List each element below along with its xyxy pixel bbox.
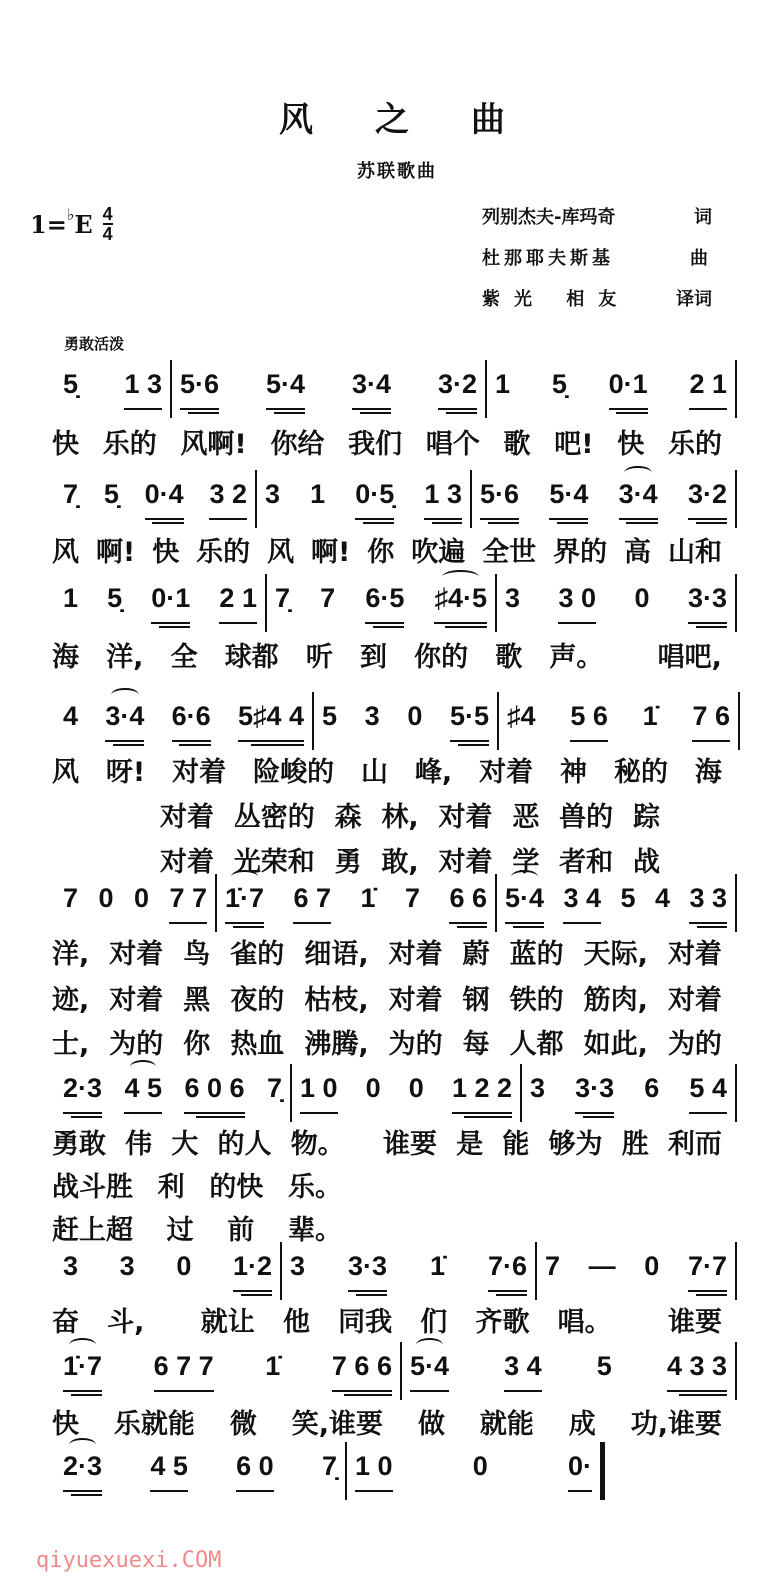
barline — [735, 360, 737, 418]
barline — [735, 574, 737, 632]
key-signature — [30, 205, 113, 243]
note-group: 7 — [404, 883, 420, 913]
lyric-word: 士, — [52, 1029, 90, 1060]
note-group: 3 — [265, 479, 281, 509]
measure — [55, 582, 265, 638]
credit-name: 杜那耶夫斯基 — [482, 248, 614, 269]
lyric-word: 听 — [305, 642, 333, 673]
lyric-word: 利 — [157, 1172, 185, 1203]
notation-system — [55, 582, 735, 642]
lyric-word: 能 — [502, 1129, 530, 1160]
lyric-word: 就能 — [479, 1409, 534, 1440]
lyric-word: 啊! — [95, 537, 136, 568]
lyric-word: 勇 — [334, 847, 362, 878]
tempo-marking: 勇敢活泼 — [64, 335, 125, 353]
note-group: 7 — [320, 583, 336, 613]
lyric-word: 为的 — [388, 1029, 443, 1060]
lyric-word: 每 — [462, 1029, 490, 1060]
note-group: 0 — [408, 1073, 424, 1103]
measure — [522, 1072, 735, 1128]
credit-composer — [482, 244, 712, 270]
lyric-word: 伟 — [125, 1129, 153, 1160]
note-group: 0 — [98, 883, 114, 913]
note-group: 5·4 — [266, 368, 305, 410]
note-group: 7 6 — [692, 700, 730, 742]
lyric-word: 对着 — [172, 757, 227, 788]
lyric-word: 到 — [359, 642, 387, 673]
note-group: 1·2 — [233, 1250, 272, 1292]
lyric-word: 啊! — [311, 537, 351, 568]
lyric-word: 光荣和 — [233, 847, 315, 878]
lyric-word: 歌 — [503, 429, 531, 460]
lyric-word: 对着 — [438, 802, 493, 833]
time-bottom: 4 — [102, 224, 113, 244]
note-group: 1 3 — [124, 368, 162, 410]
lyric-word: 辈。 — [287, 1215, 342, 1246]
lyric-word: 人都 — [509, 1029, 564, 1060]
lyric-word: 够为 — [548, 1129, 603, 1160]
lyric-word: 唱吧, — [657, 642, 722, 673]
note-group: 5·6 — [180, 368, 219, 410]
note-group: 3 4 — [504, 1350, 542, 1392]
measure — [292, 1072, 520, 1128]
lyric-word: 风 — [52, 537, 79, 568]
lyric-word: 乐的 — [196, 537, 251, 568]
lyric-word: 沸腾, — [304, 1029, 369, 1060]
note-group: ♯4·5 — [434, 582, 487, 624]
note-group: 4 — [63, 701, 79, 731]
note-group: 5·4 — [410, 1350, 449, 1392]
note-group: — — [588, 1251, 616, 1281]
note-group: 0 — [644, 1251, 660, 1281]
note-group: 5·4 — [505, 882, 544, 924]
note-group: 4 5 — [124, 1072, 162, 1114]
note-group: 3 — [530, 1073, 546, 1103]
lyric-word: 雀的 — [230, 939, 285, 970]
measure — [55, 1450, 345, 1506]
lyric-word: 对着 — [109, 939, 164, 970]
note-group: 1 0 — [300, 1072, 338, 1114]
lyric-word: 黑 — [183, 985, 211, 1016]
note-group: 1̇·7 — [63, 1350, 102, 1392]
lyric-word: 如此, — [583, 1029, 648, 1060]
note-group: 6 0 — [236, 1450, 274, 1492]
note-group: 3 4 — [563, 882, 601, 924]
note-group: 5̣ — [103, 479, 119, 509]
lyric-word: 鸟 — [183, 939, 211, 970]
note-group: 3·4 — [352, 368, 391, 410]
lyric-word: 险峻的 — [253, 757, 335, 788]
note-group: 3·3 — [575, 1072, 614, 1114]
note-group: 0 — [133, 883, 149, 913]
lyric-word: 胜 — [621, 1129, 649, 1160]
lyric-word: 吧! — [554, 429, 594, 460]
lyric-word: 兽的 — [559, 802, 614, 833]
flat-icon: ♭ — [66, 204, 75, 224]
lyric-word: 为的 — [109, 1029, 164, 1060]
credit-role: 曲 — [690, 248, 712, 269]
lyric-line — [52, 1122, 722, 1161]
note-group: 5·4 — [549, 478, 588, 520]
note-group: 0·1 — [151, 582, 190, 624]
lyric-word: 海 — [694, 757, 722, 788]
measure — [55, 1072, 290, 1128]
lyric-word: 秘的 — [613, 757, 668, 788]
lyric-word: 踪 — [632, 802, 660, 833]
lyric-word: 风 — [52, 757, 79, 788]
note-group: 6 7 — [293, 882, 331, 924]
lyric-word: 蓝的 — [509, 939, 564, 970]
note-group: 4 3 3 — [667, 1350, 727, 1392]
watermark: qiyuexuexi.COM — [36, 1548, 222, 1573]
lyric-line — [52, 1022, 722, 1061]
note-group: 3·4 — [619, 478, 658, 520]
note-group: 7 — [63, 883, 79, 913]
note-group: 7 7 — [169, 882, 207, 924]
lyric-word: 成 — [568, 1409, 596, 1440]
note-group: 6 6 — [449, 882, 487, 924]
measure — [55, 1250, 280, 1306]
note-group: 1̇·7 — [225, 882, 264, 924]
lyric-line — [52, 750, 722, 789]
barline — [735, 874, 737, 932]
note-group: 5 — [596, 1351, 612, 1381]
measure — [347, 1450, 600, 1506]
note-group: 4 — [654, 883, 670, 913]
measure — [497, 882, 735, 938]
time-signature — [103, 205, 113, 243]
note-group: 6·6 — [172, 700, 211, 742]
lyric-word: 洋, — [52, 939, 90, 970]
lyric-word: 声。 — [549, 642, 604, 673]
note-group: 3 3 — [689, 882, 727, 924]
measure — [55, 882, 215, 938]
lyric-word: 铁的 — [509, 985, 564, 1016]
lyric-word: 球都 — [224, 642, 279, 673]
notation-system — [55, 368, 735, 428]
note-group: 3·2 — [438, 368, 477, 410]
lyric-word: 山 — [361, 757, 389, 788]
note-group: 3·3 — [348, 1250, 387, 1292]
measure — [55, 368, 170, 424]
lyric-word: 勇敢 — [52, 1129, 106, 1160]
lyric-word: 是 — [456, 1129, 484, 1160]
lyric-word: 细语, — [304, 939, 369, 970]
lyric-word: 唱个 — [425, 429, 480, 460]
note-group: 1̇ — [265, 1351, 281, 1381]
lyric-word: 乐的 — [667, 429, 722, 460]
note-group: 1 — [495, 369, 511, 399]
lyric-word: 界的 — [553, 537, 608, 568]
lyric-word: 奋 — [52, 1307, 79, 1338]
note-group: 5̣ — [63, 369, 79, 399]
lyric-word: 你 — [367, 537, 395, 568]
lyric-word: 学 — [512, 847, 540, 878]
lyric-word: 全 — [170, 642, 198, 673]
measure — [267, 582, 495, 638]
measure — [402, 1350, 735, 1406]
lyric-word: 谁要 — [383, 1129, 438, 1160]
measure — [282, 1250, 535, 1306]
notation-system — [55, 1450, 735, 1510]
lyric-line — [52, 635, 722, 674]
note-group: 5̣ — [107, 583, 123, 613]
lyric-word: 风啊! — [180, 429, 247, 460]
lyric-word: 峰, — [414, 757, 453, 788]
credit-lyricist — [482, 203, 712, 229]
lyric-word: 神 — [560, 757, 588, 788]
lyric-word: 斗, — [107, 1307, 145, 1338]
lyric-word: 丛密的 — [233, 802, 315, 833]
note-group: 0· — [568, 1450, 592, 1492]
lyric-word: 战 — [632, 847, 660, 878]
lyric-word: 的人 — [217, 1129, 272, 1160]
lyric-word: 同我 — [338, 1307, 393, 1338]
measure — [497, 582, 735, 638]
lyric-word: 敢, — [381, 847, 419, 878]
lyric-word: 热血 — [230, 1029, 285, 1060]
time-top: 4 — [102, 204, 113, 224]
lyric-line — [52, 1300, 722, 1339]
credit-name: 列别杰夫-库玛奇 — [482, 207, 616, 228]
lyric-word: 快 — [52, 429, 79, 460]
note-group: 1 0 — [355, 1450, 393, 1492]
lyric-word: 你的 — [414, 642, 469, 673]
lyric-word: 过 — [166, 1215, 194, 1246]
lyric-word: 战斗胜 — [52, 1172, 133, 1203]
note-group: 7 6 6 — [332, 1350, 392, 1392]
credit-role: 译词 — [676, 289, 712, 310]
note-group: ♯4 — [507, 701, 536, 731]
lyric-word: 们 — [420, 1307, 448, 1338]
credit-translator — [482, 285, 712, 311]
lyric-word: 笑,谁要 — [291, 1409, 384, 1440]
lyric-word: 对着 — [667, 985, 722, 1016]
note-group: 3 — [119, 1251, 135, 1281]
key-one: 1= — [30, 209, 67, 239]
note-group: 0·1 — [609, 368, 648, 410]
note-group: 5 6 — [570, 700, 608, 742]
measure — [217, 882, 495, 938]
note-group: 7̣ — [63, 479, 79, 509]
measure — [537, 1250, 735, 1306]
lyric-word: 我们 — [348, 429, 403, 460]
barline — [738, 692, 740, 750]
note-group: 7̣ — [266, 1073, 282, 1103]
lyric-line — [52, 530, 722, 569]
measure — [55, 478, 255, 534]
lyric-word: 你给 — [270, 429, 325, 460]
lyric-word: 对着 — [438, 847, 493, 878]
lyric-line — [52, 1165, 342, 1204]
note-group: 0 — [634, 583, 650, 613]
lyric-word: 蔚 — [462, 939, 490, 970]
lyric-word: 筋肉, — [583, 985, 648, 1016]
note-group: 1 3 — [424, 478, 462, 520]
lyric-word: 对着 — [160, 847, 214, 878]
note-group: 2·3 — [63, 1450, 102, 1492]
note-group: 1̇ — [429, 1251, 445, 1281]
note-group: 5 — [322, 701, 338, 731]
lyric-word: 恶 — [512, 802, 540, 833]
barline — [735, 470, 737, 528]
lyric-word: 海 — [52, 642, 79, 673]
lyric-word: 对着 — [109, 985, 164, 1016]
lyric-word: 快 — [52, 1409, 79, 1440]
lyric-word: 对着 — [667, 939, 722, 970]
lyric-word: 枯枝, — [304, 985, 369, 1016]
lyric-word: 者和 — [559, 847, 614, 878]
note-group: 0 — [176, 1251, 192, 1281]
lyric-word: 洋, — [106, 642, 144, 673]
lyric-word: 利而 — [667, 1129, 722, 1160]
note-group: 3 — [63, 1251, 79, 1281]
song-title: 风之曲 — [279, 100, 567, 140]
lyric-word: 唱。 — [557, 1307, 612, 1338]
lyric-word: 迹, — [52, 985, 90, 1016]
note-group: 5·5 — [450, 700, 489, 742]
lyric-word: 对着 — [479, 757, 534, 788]
lyric-word: 森 — [334, 802, 362, 833]
lyric-word: 天际, — [583, 939, 648, 970]
lyric-word: 对着 — [388, 939, 443, 970]
credit-name: 紫光 相友 — [482, 289, 631, 310]
lyric-word: 林, — [381, 802, 419, 833]
lyric-word: 他 — [282, 1307, 310, 1338]
measure — [55, 1350, 400, 1406]
note-group: 6 — [644, 1073, 660, 1103]
lyric-line — [52, 932, 722, 971]
note-group: 3 — [290, 1251, 306, 1281]
note-group: 5 4 — [689, 1072, 727, 1114]
note-group: 2 1 — [219, 582, 257, 624]
note-group: 3·3 — [688, 582, 727, 624]
lyric-word: 呀! — [105, 757, 146, 788]
measure — [499, 700, 738, 756]
note-group: 4 5 — [150, 1450, 188, 1492]
note-group: 5̣ — [551, 369, 567, 399]
lyric-line — [160, 795, 660, 834]
note-group: 5♯4 4 — [238, 700, 304, 742]
note-group: 7·7 — [688, 1250, 727, 1292]
lyric-word: 齐歌 — [475, 1307, 530, 1338]
note-group: 3 2 — [209, 478, 247, 520]
note-group: 0 — [407, 701, 423, 731]
measure — [257, 478, 470, 534]
note-group: 7 — [545, 1251, 561, 1281]
note-group: 1̇ — [642, 701, 658, 731]
lyric-word: 吹遍 — [411, 537, 466, 568]
note-group: 5 — [620, 883, 636, 913]
lyric-word: 快 — [617, 429, 645, 460]
lyric-line — [52, 978, 722, 1017]
lyric-word: 山和 — [667, 537, 722, 568]
note-group: 6 7 7 — [154, 1350, 214, 1392]
note-group: 2 1 — [689, 368, 727, 410]
note-group: 0 — [472, 1451, 488, 1481]
lyric-word: 物。 — [290, 1129, 345, 1160]
lyric-word: 为的 — [667, 1029, 722, 1060]
lyric-word: 高 — [624, 537, 652, 568]
final-barline — [600, 1442, 605, 1500]
lyric-word: 对着 — [388, 985, 443, 1016]
note-group: 0 — [365, 1073, 381, 1103]
measure — [487, 368, 735, 424]
lyric-line — [52, 1208, 342, 1247]
note-group: 1 2 2 — [452, 1072, 512, 1114]
song-subtitle: 苏联歌曲 — [357, 161, 437, 182]
note-group: 7·6 — [488, 1250, 527, 1292]
measure — [314, 700, 497, 756]
notation-system — [55, 1350, 735, 1410]
note-group: 0·5̣ — [355, 478, 394, 520]
note-group: 1 — [310, 479, 326, 509]
note-group: 3·2 — [688, 478, 727, 520]
note-group: 5·6 — [480, 478, 519, 520]
lyric-word: 钢 — [462, 985, 490, 1016]
barline — [735, 1064, 737, 1122]
measure — [172, 368, 485, 424]
lyric-word: 全世 — [482, 537, 537, 568]
lyric-line — [52, 422, 722, 461]
credit-role: 词 — [694, 207, 712, 228]
lyric-word: 赶上超 — [52, 1215, 133, 1246]
barline — [735, 1342, 737, 1400]
lyric-word: 谁要 — [667, 1307, 722, 1338]
lyric-word: 乐。 — [287, 1172, 342, 1203]
lyric-word: 夜的 — [230, 985, 285, 1016]
lyric-word: 乐就能 — [113, 1409, 195, 1440]
measure — [55, 700, 312, 756]
lyric-word: 对着 — [160, 802, 214, 833]
note-group: 3 0 — [558, 582, 596, 624]
lyric-word: 微 — [229, 1409, 257, 1440]
note-group: 1̇ — [360, 883, 376, 913]
lyric-word: 乐的 — [102, 429, 157, 460]
lyric-word: 大 — [171, 1129, 199, 1160]
notation-system — [55, 478, 735, 538]
note-group: 2·3 — [63, 1072, 102, 1114]
note-group: 3 — [364, 701, 380, 731]
note-group: 6·5 — [365, 582, 404, 624]
lyric-word: 你 — [183, 1029, 211, 1060]
lyric-word: 歌 — [495, 642, 523, 673]
lyric-word: 做 — [417, 1409, 445, 1440]
lyric-line — [52, 1402, 722, 1441]
key-note: E — [74, 209, 93, 239]
note-group: 3·4 — [105, 700, 144, 742]
note-group: 0·4 — [145, 478, 184, 520]
lyric-word: 风 — [267, 537, 295, 568]
note-group: 6 0 6 — [184, 1072, 244, 1114]
lyric-word: 前 — [227, 1215, 255, 1246]
note-group: 7̣ — [321, 1451, 337, 1481]
measure — [472, 478, 735, 534]
lyric-word: 快 — [152, 537, 180, 568]
lyric-word: 的快 — [209, 1172, 264, 1203]
barline — [735, 1242, 737, 1300]
note-group: 1 — [63, 583, 79, 613]
note-group: 3 — [505, 583, 521, 613]
lyric-word: 功,谁要 — [630, 1409, 722, 1440]
note-group: 7̣ — [275, 583, 291, 613]
lyric-word: 就让 — [200, 1307, 255, 1338]
